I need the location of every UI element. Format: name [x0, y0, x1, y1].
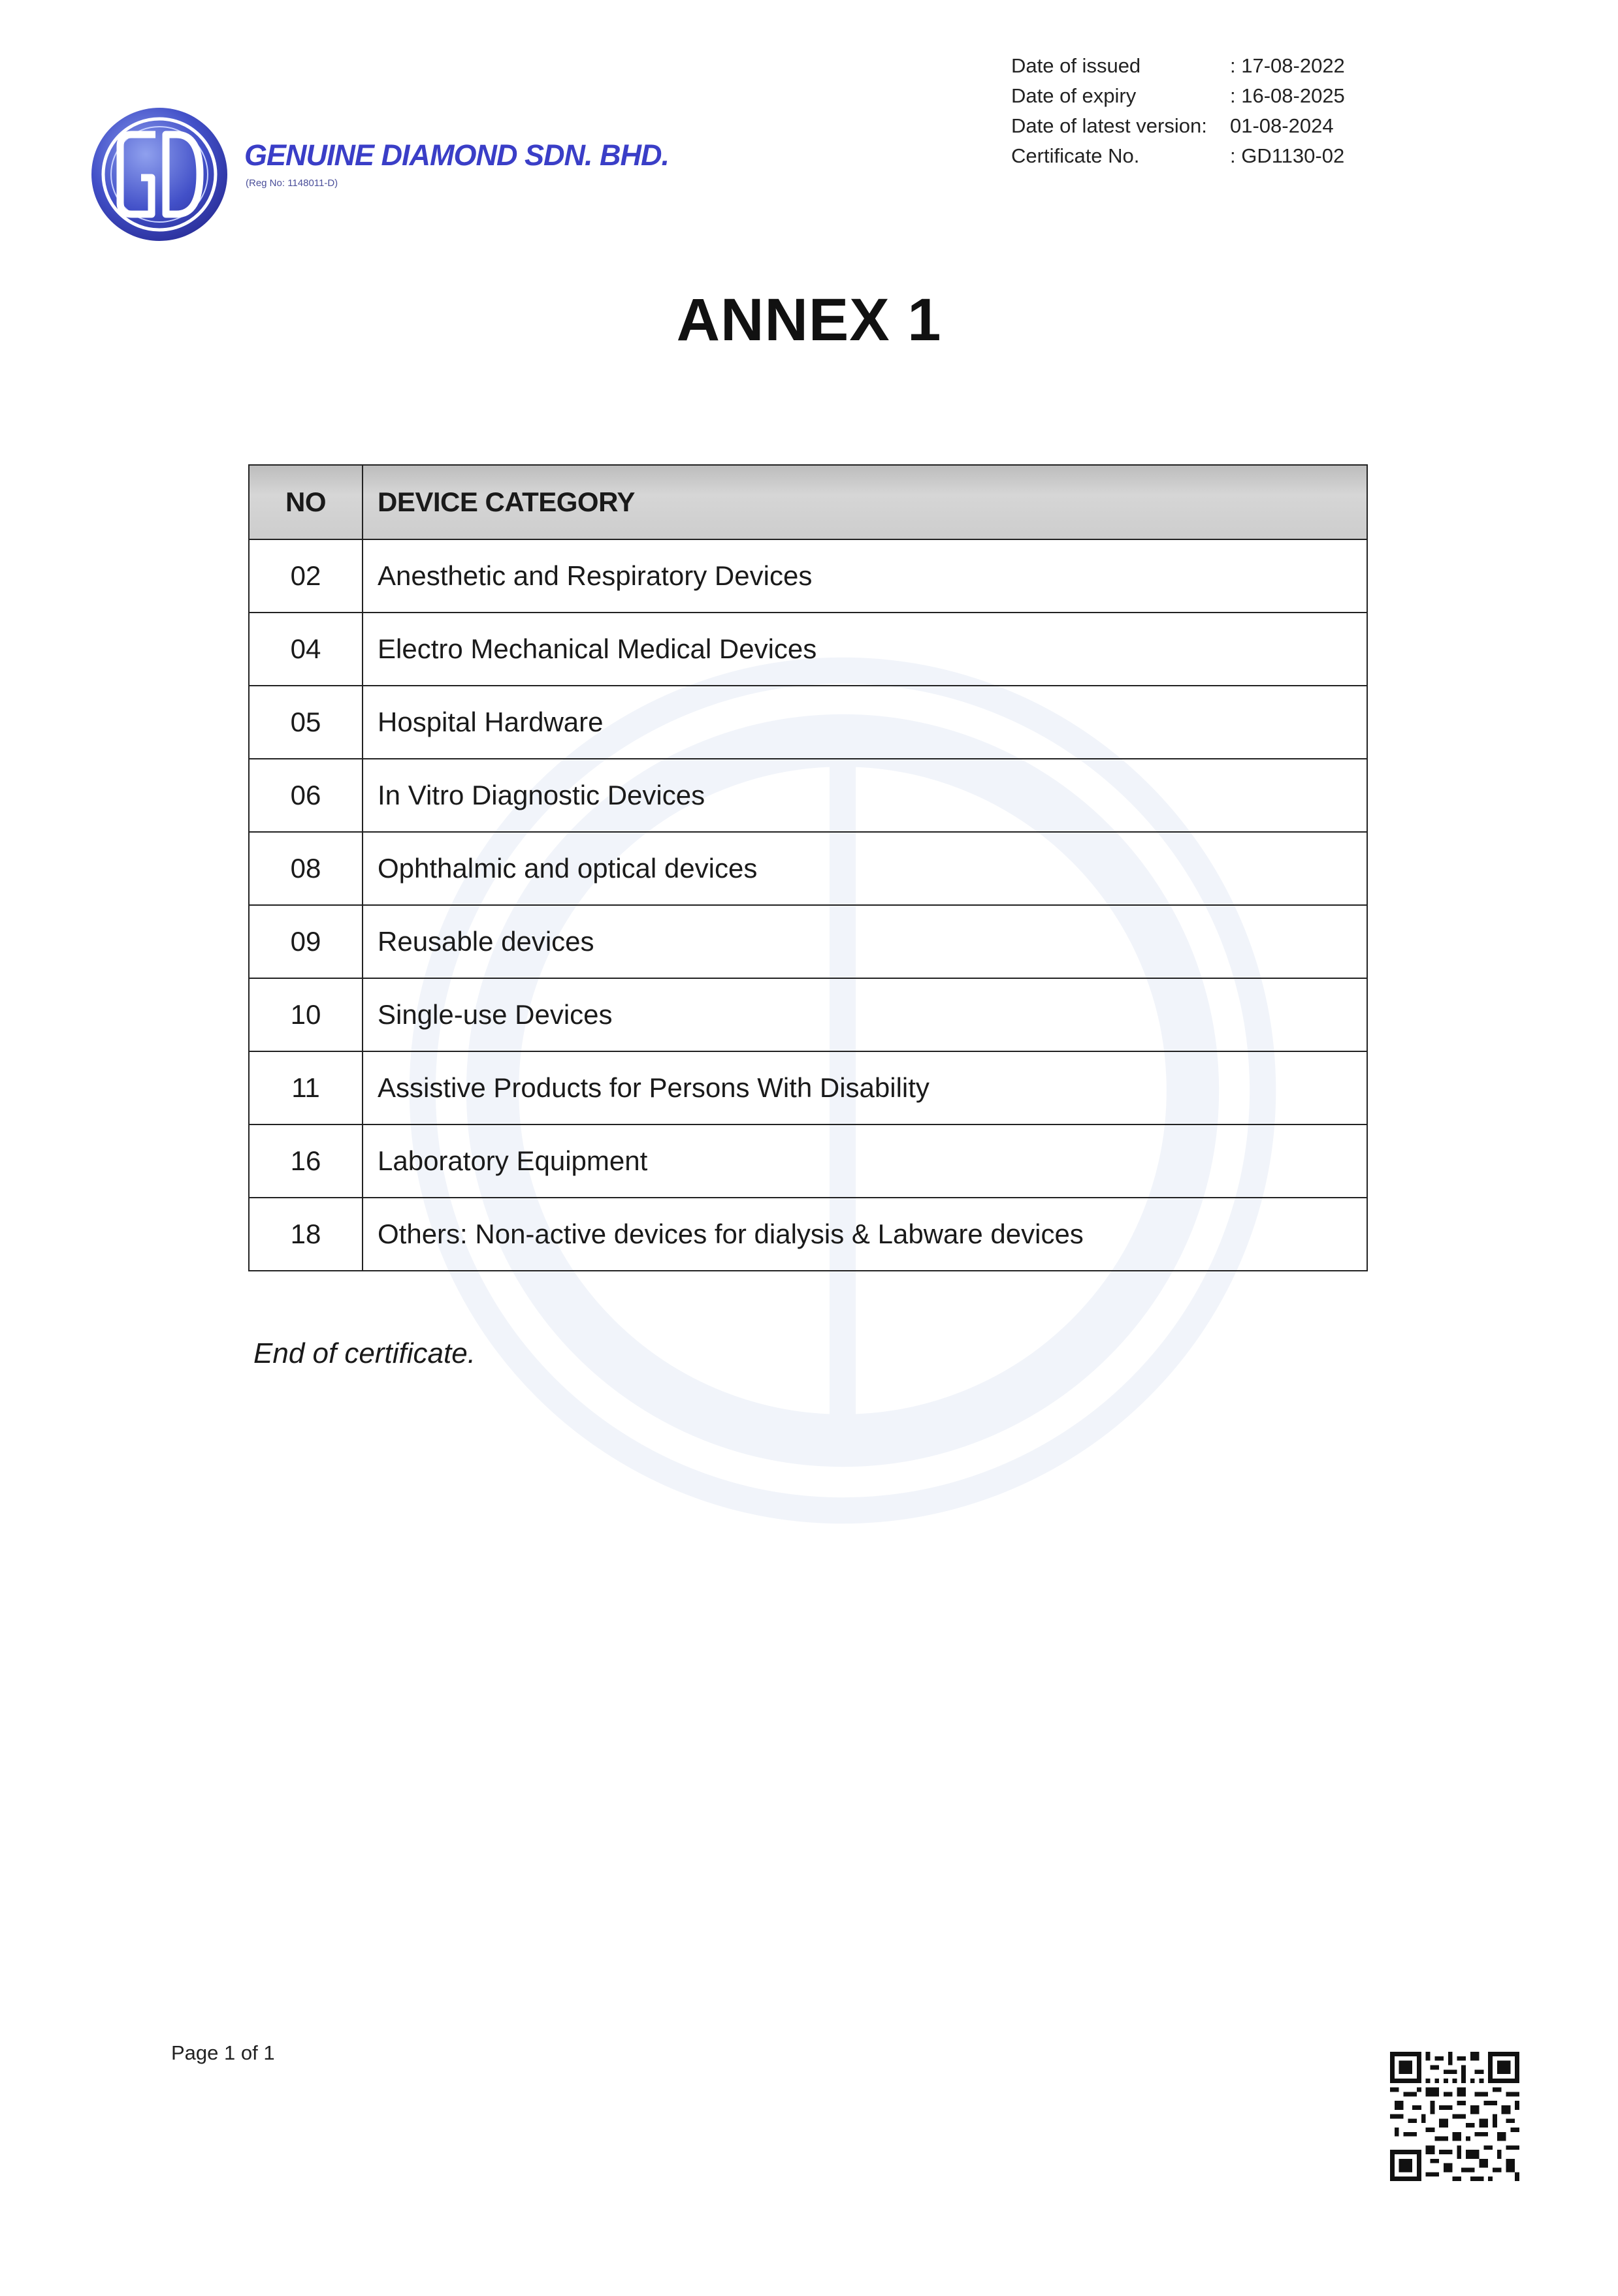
column-header-no: NO	[249, 465, 363, 539]
table-row	[249, 759, 1367, 832]
cert-info-value: 01-08-2024	[1230, 114, 1334, 137]
cert-info-label: Date of expiry	[1011, 84, 1137, 107]
table-row	[249, 905, 1367, 978]
page-title: ANNEX 1	[676, 287, 942, 353]
cert-info-value: : 17-08-2022	[1230, 54, 1345, 77]
cert-info-value: : 16-08-2025	[1230, 84, 1345, 107]
cert-info-row-latest-version	[1011, 111, 1345, 141]
table-row	[249, 1198, 1367, 1271]
row-category: Ophthalmic and optical devices	[363, 832, 1367, 905]
table-row	[249, 1124, 1367, 1198]
row-category: Anesthetic and Respiratory Devices	[363, 539, 1367, 613]
cert-info-row-expiry	[1011, 81, 1345, 111]
row-number: 06	[249, 759, 363, 832]
row-category: Laboratory Equipment	[363, 1124, 1367, 1198]
row-number: 16	[249, 1124, 363, 1198]
table-header-row	[249, 465, 1367, 539]
row-category: Others: Non-active devices for dialysis & Labware devices	[363, 1198, 1367, 1271]
qr-code-icon	[1390, 2052, 1519, 2181]
row-category: In Vitro Diagnostic Devices	[363, 759, 1367, 832]
row-category: Assistive Products for Persons With Disability	[363, 1051, 1367, 1124]
device-category-table	[248, 464, 1368, 1271]
row-number: 18	[249, 1198, 363, 1271]
row-number: 08	[249, 832, 363, 905]
cert-info-row-issued	[1011, 51, 1345, 81]
table-row	[249, 978, 1367, 1051]
row-number: 05	[249, 686, 363, 759]
company-reg-number: (Reg No: 1148011-D)	[246, 178, 338, 189]
table-row	[249, 832, 1367, 905]
row-number: 11	[249, 1051, 363, 1124]
row-category: Reusable devices	[363, 905, 1367, 978]
row-number: 02	[249, 539, 363, 613]
column-header-device-category: DEVICE CATEGORY	[363, 465, 1367, 539]
table-row	[249, 686, 1367, 759]
row-number: 10	[249, 978, 363, 1051]
company-name: GENUINE DIAMOND SDN. BHD.	[244, 138, 670, 172]
cert-info-row-certificate-no	[1011, 141, 1345, 171]
cert-info-label: Certificate No.	[1011, 144, 1140, 167]
row-category: Hospital Hardware	[363, 686, 1367, 759]
row-category: Single-use Devices	[363, 978, 1367, 1051]
certificate-info	[1011, 51, 1345, 171]
table-row	[249, 613, 1367, 686]
cert-info-label: Date of latest version:	[1011, 114, 1207, 137]
row-number: 04	[249, 613, 363, 686]
table-row	[249, 1051, 1367, 1124]
genuine-diamond-logo-icon	[86, 104, 243, 245]
row-category: Electro Mechanical Medical Devices	[363, 613, 1367, 686]
page-number: Page 1 of 1	[171, 2041, 275, 2064]
row-number: 09	[249, 905, 363, 978]
cert-info-value: : GD1130-02	[1230, 144, 1345, 167]
table-row	[249, 539, 1367, 613]
end-of-certificate-note: End of certificate.	[253, 1337, 476, 1369]
cert-info-label: Date of issued	[1011, 54, 1141, 77]
